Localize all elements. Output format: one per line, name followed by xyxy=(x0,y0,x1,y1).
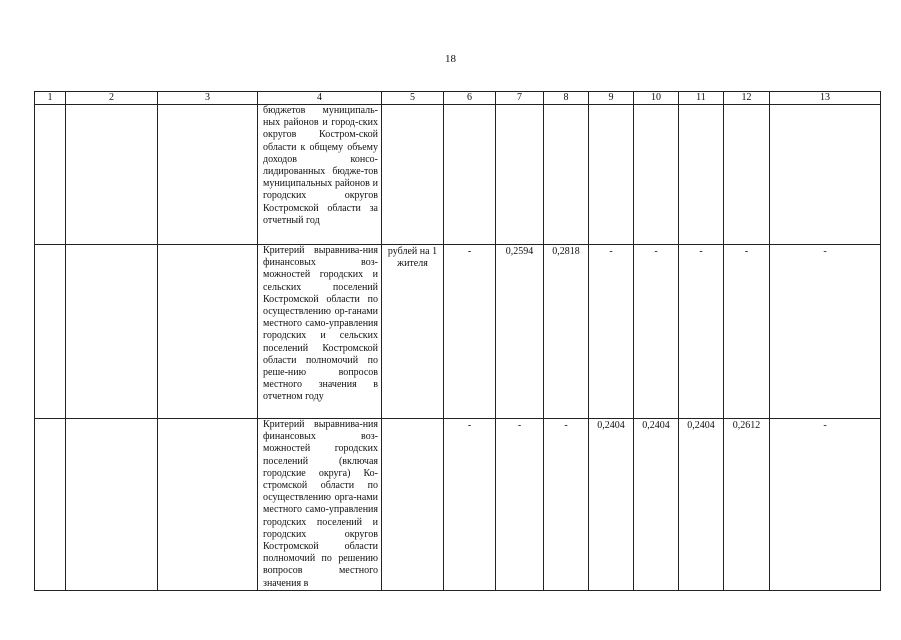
column-number: 13 xyxy=(770,92,881,105)
value-cell xyxy=(496,105,544,245)
value-cell xyxy=(634,105,679,245)
cell-col3 xyxy=(158,245,258,419)
value-cell: - xyxy=(544,419,589,591)
cell-col2 xyxy=(66,105,158,245)
column-number: 3 xyxy=(158,92,258,105)
column-number: 12 xyxy=(724,92,770,105)
value-cell xyxy=(770,105,881,245)
column-number: 8 xyxy=(544,92,589,105)
value-cell xyxy=(679,105,724,245)
table-row xyxy=(35,105,881,245)
value-cell xyxy=(444,105,496,245)
indicator-description: Критерий выравнива-ния финансовых воз-можностей городских поселений (включая городские округа) Ко-стромской области по осуществлению орга-нами местного само-управления городских поселений и городских округов Костромской области полномочий по решению вопросов местного значения в xyxy=(263,419,378,589)
column-number: 6 xyxy=(444,92,496,105)
indicator-description-cell xyxy=(258,105,382,245)
value-cell: - xyxy=(770,245,881,419)
column-number: 4 xyxy=(258,92,382,105)
indicator-description-cell xyxy=(258,419,382,591)
value-cell: - xyxy=(634,245,679,419)
value-cell: - xyxy=(444,245,496,419)
indicator-description: Критерий выравнива-ния финансовых воз-можностей городских и сельских поселений Костромской области по осуществлению ор-ганами местного само-управления городских и сельских поселений Костромской области полномочий по реше-нию вопросов местного значения в отчетном году xyxy=(263,245,378,403)
indicator-description-cell xyxy=(258,245,382,419)
value-cell: - xyxy=(770,419,881,591)
column-number: 11 xyxy=(679,92,724,105)
value-cell: 0,2818 xyxy=(544,245,589,419)
value-cell xyxy=(724,105,770,245)
value-cell xyxy=(544,105,589,245)
column-number: 2 xyxy=(66,92,158,105)
value-cell: 0,2594 xyxy=(496,245,544,419)
value-cell: - xyxy=(589,245,634,419)
value-cell: 0,2404 xyxy=(589,419,634,591)
unit-cell xyxy=(382,419,444,591)
column-number: 10 xyxy=(634,92,679,105)
value-cell xyxy=(589,105,634,245)
cell-col2 xyxy=(66,419,158,591)
value-cell: - xyxy=(679,245,724,419)
column-number: 9 xyxy=(589,92,634,105)
value-cell: 0,2612 xyxy=(724,419,770,591)
value-cell: - xyxy=(724,245,770,419)
cell-col1 xyxy=(35,105,66,245)
unit-cell: рублей на 1 жителя xyxy=(382,245,444,419)
column-number: 1 xyxy=(35,92,66,105)
value-cell: 0,2404 xyxy=(679,419,724,591)
table-row xyxy=(35,419,881,591)
page-number: 18 xyxy=(445,53,456,65)
cell-col1 xyxy=(35,419,66,591)
column-number: 7 xyxy=(496,92,544,105)
column-number-row xyxy=(35,92,881,105)
indicators-table xyxy=(34,91,881,591)
indicator-description: бюджетов муниципаль-ных районов и город-ских округов Костром-ской области к общему объему доходов консо-лидированных бюдже-тов муниципальных районов и городских округов Костромской области за отчетный год xyxy=(263,105,378,226)
cell-col3 xyxy=(158,419,258,591)
cell-col1 xyxy=(35,245,66,419)
column-number: 5 xyxy=(382,92,444,105)
value-cell: 0,2404 xyxy=(634,419,679,591)
unit-cell xyxy=(382,105,444,245)
value-cell: - xyxy=(444,419,496,591)
table-row xyxy=(35,245,881,419)
cell-col3 xyxy=(158,105,258,245)
value-cell: - xyxy=(496,419,544,591)
cell-col2 xyxy=(66,245,158,419)
